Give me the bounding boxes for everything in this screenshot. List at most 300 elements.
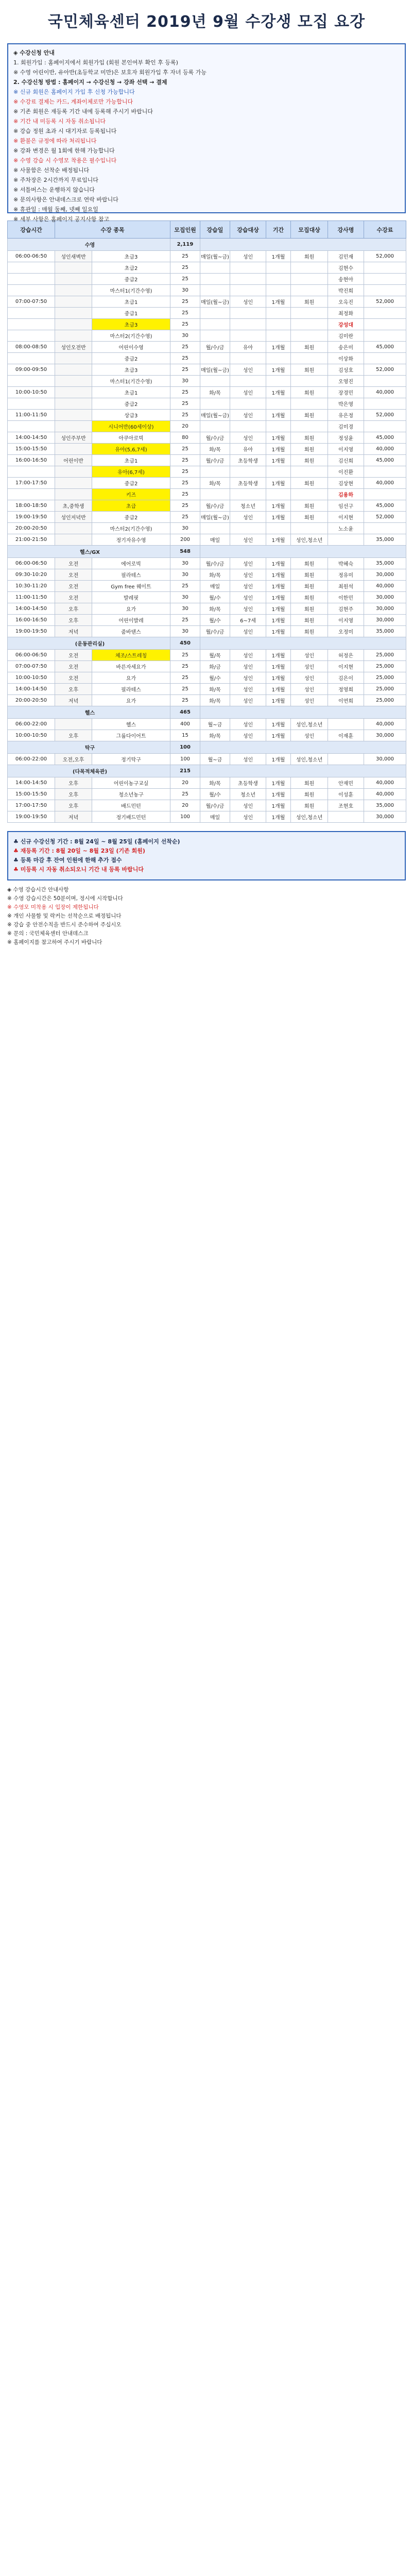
cell-teacher: 이상화 [328, 353, 364, 364]
cell-time: 15:00-15:50 [8, 789, 55, 800]
cell-type [55, 330, 92, 342]
guide-line: ※ 강습 정원 초과 시 대기자로 등록됩니다 [13, 128, 117, 134]
cell-time: 10:30-11:20 [8, 581, 55, 592]
cell-target [230, 285, 266, 296]
table-row [8, 421, 406, 432]
cell-period [266, 274, 291, 285]
cell-time: 16:00-16:50 [8, 615, 55, 626]
table-row [8, 455, 406, 466]
cell-days: 월/수 [200, 672, 230, 684]
section-total: 2,119 [170, 239, 200, 251]
cell-period [266, 353, 291, 364]
cell-type [55, 398, 92, 410]
table-row [8, 534, 406, 546]
cell-days: 매일 [200, 811, 230, 823]
table-row [8, 364, 406, 376]
cell-period: 1개월 [266, 672, 291, 684]
section-total: 465 [170, 706, 200, 719]
cell-who: 회원 [291, 296, 328, 308]
cell-fee [364, 285, 406, 296]
cell-period: 1개월 [266, 661, 291, 672]
cell-who [291, 421, 328, 432]
cell-time: 17:00-17:50 [8, 800, 55, 811]
cell-period: 1개월 [266, 387, 291, 398]
cell-fee [364, 330, 406, 342]
cell-who: 회원 [291, 800, 328, 811]
cell-days [200, 421, 230, 432]
table-row [8, 800, 406, 811]
cell-course: 요가 [92, 603, 170, 615]
note-line: ♣ 미등록 시 자동 취소되오니 기간 내 등록 바랍니다 [13, 866, 144, 873]
cell-target: 성인 [230, 592, 266, 603]
cell-cap: 30 [170, 592, 200, 603]
cell-cap: 30 [170, 626, 200, 637]
cell-period: 1개월 [266, 626, 291, 637]
cell-time [8, 398, 55, 410]
cell-time: 06:00-06:50 [8, 558, 55, 569]
table-row [8, 581, 406, 592]
cell-course: 정기배드민턴 [92, 811, 170, 823]
cell-type [55, 364, 92, 376]
cell-period [266, 376, 291, 387]
cell-course: 초급1 [92, 387, 170, 398]
cell-fee: 30,000 [364, 592, 406, 603]
cell-who: 성인,청소년 [291, 754, 328, 765]
cell-who: 회원 [291, 432, 328, 444]
cell-course: 초급3 [92, 251, 170, 262]
cell-course: 중급2 [92, 274, 170, 285]
schedule-body [8, 239, 406, 823]
cell-course: 배드민턴 [92, 800, 170, 811]
cell-course: 마스터2(기간수영) [92, 330, 170, 342]
cell-fee: 40,000 [364, 581, 406, 592]
cell-teacher: 노소윤 [328, 523, 364, 534]
cell-cap: 30 [170, 285, 200, 296]
cell-teacher: 김상현 [328, 478, 364, 489]
cell-teacher: 이한민 [328, 592, 364, 603]
cell-who [291, 353, 328, 364]
cell-target: 성인 [230, 534, 266, 546]
cell-who: 회원 [291, 444, 328, 455]
cell-who [291, 376, 328, 387]
cell-course: 시니어반(60세이상) [92, 421, 170, 432]
footer-line: ※ 수영모 미착용 시 입장이 제한됩니다 [7, 904, 99, 910]
cell-fee [364, 274, 406, 285]
cell-cap: 25 [170, 455, 200, 466]
cell-target: 성인 [230, 811, 266, 823]
cell-teacher: 안재민 [328, 777, 364, 789]
table-row [8, 558, 406, 569]
section-spacer [200, 706, 406, 719]
section-row [8, 637, 406, 650]
cell-type: 오전 [55, 672, 92, 684]
cell-period: 1개월 [266, 695, 291, 706]
cell-cap: 25 [170, 581, 200, 592]
cell-time: 14:00-14:50 [8, 777, 55, 789]
cell-time [8, 330, 55, 342]
cell-who [291, 466, 328, 478]
cell-time: 19:00-19:50 [8, 626, 55, 637]
cell-type [55, 523, 92, 534]
cell-teacher: 이지현 [328, 661, 364, 672]
cell-target [230, 466, 266, 478]
cell-who [291, 308, 328, 319]
cell-target: 성인 [230, 569, 266, 581]
footer-line: ※ 문의 : 국민체육센터 안내데스크 [7, 930, 89, 937]
cell-teacher: 최정화 [328, 308, 364, 319]
cell-fee: 35,000 [364, 626, 406, 637]
cell-type: 어린이반 [55, 455, 92, 466]
page-title: 국민체육센터 2019년 9월 수강생 모집 요강 [47, 13, 366, 31]
cell-cap: 20 [170, 777, 200, 789]
cell-fee: 30,000 [364, 730, 406, 741]
cell-period [266, 330, 291, 342]
cell-course: 아쿠아로빅 [92, 432, 170, 444]
cell-teacher: 김용하 [328, 489, 364, 500]
cell-time: 09:30-10:20 [8, 569, 55, 581]
section-spacer [200, 546, 406, 558]
cell-course: 마스터2(기간수영) [92, 523, 170, 534]
cell-cap: 30 [170, 376, 200, 387]
cell-teacher: 김민재 [328, 251, 364, 262]
cell-course: 체조/스트레칭 [92, 650, 170, 661]
cell-period: 1개월 [266, 569, 291, 581]
cell-period: 1개월 [266, 754, 291, 765]
cell-cap: 25 [170, 500, 200, 512]
cell-target: 초등학생 [230, 455, 266, 466]
cell-type: 오전 [55, 650, 92, 661]
cell-who [291, 523, 328, 534]
cell-type: 성인저녁반 [55, 512, 92, 523]
section-spacer [200, 741, 406, 754]
table-row [8, 353, 406, 364]
cell-target: 성인 [230, 364, 266, 376]
cell-target: 성인 [230, 432, 266, 444]
cell-target [230, 319, 266, 330]
table-row [8, 672, 406, 684]
cell-target: 유아 [230, 342, 266, 353]
cell-who: 회원 [291, 581, 328, 592]
cell-days: 월/수/금 [200, 500, 230, 512]
cell-time: 21:00-21:50 [8, 534, 55, 546]
cell-who [291, 274, 328, 285]
cell-who: 회원 [291, 364, 328, 376]
cell-days [200, 262, 230, 274]
cell-days: 화/목 [200, 777, 230, 789]
cell-who [291, 489, 328, 500]
cell-days [200, 376, 230, 387]
table-row [8, 251, 406, 262]
cell-target: 유아 [230, 444, 266, 455]
cell-fee: 35,000 [364, 534, 406, 546]
cell-period [266, 319, 291, 330]
guide-line: ※ 기간 내 미등록 시 자동 취소됩니다 [13, 118, 106, 125]
cell-days: 매일(월~금) [200, 364, 230, 376]
cell-target: 성인 [230, 387, 266, 398]
section-label: (운동관리실) [8, 637, 170, 650]
table-row [8, 387, 406, 398]
cell-type: 오전 [55, 569, 92, 581]
cell-time [8, 489, 55, 500]
cell-cap: 15 [170, 730, 200, 741]
cell-teacher [328, 534, 364, 546]
cell-fee: 25,000 [364, 695, 406, 706]
cell-course: 정기탁구 [92, 754, 170, 765]
section-spacer [200, 239, 406, 251]
cell-time: 15:00-15:50 [8, 444, 55, 455]
header-cell: 모집인원 [170, 221, 200, 239]
cell-teacher: 오옥진 [328, 296, 364, 308]
cell-cap: 25 [170, 410, 200, 421]
cell-who: 회원 [291, 500, 328, 512]
cell-cap: 30 [170, 569, 200, 581]
cell-fee [364, 421, 406, 432]
table-row [8, 432, 406, 444]
cell-days [200, 523, 230, 534]
table-row [8, 489, 406, 500]
cell-time [8, 466, 55, 478]
cell-target: 성인 [230, 581, 266, 592]
section-label: 탁구 [8, 741, 170, 754]
cell-period [266, 421, 291, 432]
cell-course: 그룹다이어트 [92, 730, 170, 741]
cell-period [266, 523, 291, 534]
cell-period: 1개월 [266, 603, 291, 615]
table-row [8, 777, 406, 789]
cell-cap: 25 [170, 684, 200, 695]
section-row [8, 741, 406, 754]
cell-time: 07:00-07:50 [8, 661, 55, 672]
cell-cap: 25 [170, 319, 200, 330]
cell-course: 마스터1(기간수영) [92, 285, 170, 296]
guide-line: 1. 회원가입 : 홈페이지에서 회원가입 (회원 본인여부 확인 후 등록) [13, 59, 178, 66]
cell-type: 성인새벽반 [55, 251, 92, 262]
cell-fee [364, 523, 406, 534]
guide-line: ※ 강좌 변경은 월 1회에 한해 가능합니다 [13, 147, 115, 154]
cell-fee [364, 466, 406, 478]
cell-days [200, 274, 230, 285]
cell-time [8, 262, 55, 274]
cell-who: 회원 [291, 615, 328, 626]
cell-days: 월/수/금 [200, 342, 230, 353]
table-row [8, 500, 406, 512]
cell-course: 요가 [92, 672, 170, 684]
cell-type: 성인주부반 [55, 432, 92, 444]
cell-target [230, 353, 266, 364]
header-cell: 강습대상 [230, 221, 266, 239]
header-cell: 수강료 [364, 221, 406, 239]
cell-time: 11:00-11:50 [8, 410, 55, 421]
notes-box [7, 831, 406, 880]
cell-time: 10:00-10:50 [8, 730, 55, 741]
cell-time [8, 353, 55, 364]
table-row [8, 262, 406, 274]
cell-cap: 25 [170, 274, 200, 285]
table-row [8, 285, 406, 296]
cell-cap: 25 [170, 308, 200, 319]
guide-line: ※ 수강료 결제는 카드, 계좌이체로만 가능합니다 [13, 98, 133, 105]
cell-who: 성인 [291, 730, 328, 741]
cell-teacher: 강성대 [328, 319, 364, 330]
cell-who: 성인 [291, 684, 328, 695]
cell-target: 성인 [230, 672, 266, 684]
cell-period: 1개월 [266, 650, 291, 661]
cell-fee: 25,000 [364, 672, 406, 684]
cell-target: 초등학생 [230, 777, 266, 789]
header-cell: 강습일 [200, 221, 230, 239]
cell-who: 성인 [291, 672, 328, 684]
cell-cap: 80 [170, 432, 200, 444]
cell-target: 청소년 [230, 500, 266, 512]
cell-cap: 25 [170, 695, 200, 706]
table-row [8, 410, 406, 421]
cell-cap: 200 [170, 534, 200, 546]
header-cell: 수강 종목 [55, 221, 170, 239]
cell-type: 오후 [55, 615, 92, 626]
cell-days: 화/목 [200, 603, 230, 615]
cell-days: 매일(월~금) [200, 512, 230, 523]
cell-fee: 45,000 [364, 432, 406, 444]
note-line: ♣ 신규 수강신청 기간 : 8월 24일 ~ 8월 25일 (홈페이지 선착순) [13, 838, 180, 845]
cell-days [200, 308, 230, 319]
footer-line: ※ 수영 강습시간은 50분이며, 정시에 시작합니다 [7, 895, 123, 902]
cell-who: 회원 [291, 455, 328, 466]
cell-time: 06:00-06:50 [8, 251, 55, 262]
cell-days [200, 285, 230, 296]
cell-days [200, 398, 230, 410]
cell-teacher: 박혜숙 [328, 558, 364, 569]
cell-fee: 30,000 [364, 615, 406, 626]
cell-course: 초급3 [92, 319, 170, 330]
cell-cap: 30 [170, 558, 200, 569]
cell-target [230, 308, 266, 319]
cell-who [291, 285, 328, 296]
cell-fee: 45,000 [364, 500, 406, 512]
cell-fee: 40,000 [364, 478, 406, 489]
cell-teacher: 김미경 [328, 421, 364, 432]
header-cell: 강습시간 [8, 221, 55, 239]
table-row [8, 274, 406, 285]
cell-teacher: 정성윤 [328, 432, 364, 444]
guide-line: 2. 수강신청 방법 : 홈페이지 → 수강신청 → 강좌 선택 → 결제 [13, 79, 167, 86]
cell-who: 회원 [291, 478, 328, 489]
cell-course: 요가 [92, 695, 170, 706]
cell-cap: 25 [170, 466, 200, 478]
cell-type [55, 478, 92, 489]
cell-cap: 25 [170, 353, 200, 364]
table-row [8, 754, 406, 765]
cell-period: 1개월 [266, 684, 291, 695]
cell-who: 성인,청소년 [291, 534, 328, 546]
cell-who: 회원 [291, 592, 328, 603]
cell-time: 14:00-14:50 [8, 603, 55, 615]
section-total: 450 [170, 637, 200, 650]
cell-time [8, 421, 55, 432]
cell-target: 성인 [230, 512, 266, 523]
cell-teacher: 김현수 [328, 262, 364, 274]
cell-teacher: 장경민 [328, 387, 364, 398]
cell-period [266, 285, 291, 296]
cell-target [230, 262, 266, 274]
cell-time: 19:00-19:50 [8, 512, 55, 523]
cell-course: 중급2 [92, 512, 170, 523]
cell-type: 오후 [55, 684, 92, 695]
section-row [8, 706, 406, 719]
cell-cap: 30 [170, 330, 200, 342]
cell-time [8, 319, 55, 330]
cell-days: 월/수/금 [200, 558, 230, 569]
cell-type: 오전 [55, 592, 92, 603]
cell-fee: 52,000 [364, 251, 406, 262]
section-row [8, 239, 406, 251]
cell-period: 1개월 [266, 296, 291, 308]
cell-days: 화/목 [200, 730, 230, 741]
cell-period: 1개월 [266, 719, 291, 730]
cell-period: 1개월 [266, 432, 291, 444]
cell-teacher: 김신희 [328, 455, 364, 466]
cell-period: 1개월 [266, 789, 291, 800]
cell-fee: 30,000 [364, 811, 406, 823]
guide-line: ※ 세부 사항은 홈페이지 공지사항 참고 [13, 216, 110, 223]
cell-period: 1개월 [266, 811, 291, 823]
cell-period [266, 308, 291, 319]
cell-days [200, 489, 230, 500]
cell-fee: 52,000 [364, 410, 406, 421]
cell-fee: 30,000 [364, 569, 406, 581]
table-row [8, 730, 406, 741]
guide-line: ※ 환불은 규정에 따라 처리됩니다 [13, 138, 97, 144]
cell-type: 오전,오후 [55, 754, 92, 765]
guide-line: ※ 수영 어린이반, 유아반(초등학교 미만)은 보호자 회원가입 후 자녀 등록 가능 [13, 69, 207, 76]
cell-time: 20:00-20:50 [8, 695, 55, 706]
cell-course: 중급1 [92, 308, 170, 319]
cell-period: 1개월 [266, 800, 291, 811]
cell-teacher: 유은정 [328, 410, 364, 421]
cell-fee [364, 319, 406, 330]
cell-cap: 25 [170, 650, 200, 661]
cell-target: 성인 [230, 684, 266, 695]
cell-time [8, 274, 55, 285]
cell-target [230, 274, 266, 285]
cell-target: 성인 [230, 626, 266, 637]
cell-days: 매일(월~금) [200, 296, 230, 308]
cell-target: 성인 [230, 661, 266, 672]
cell-type [55, 274, 92, 285]
cell-course: Gym free 웨이트 [92, 581, 170, 592]
cell-target: 성인 [230, 603, 266, 615]
cell-fee: 35,000 [364, 800, 406, 811]
guide-line: ※ 문의사항은 안내데스크로 연락 바랍니다 [13, 196, 118, 203]
cell-time: 14:00-14:50 [8, 684, 55, 695]
table-row [8, 695, 406, 706]
cell-cap: 25 [170, 398, 200, 410]
cell-period: 1개월 [266, 512, 291, 523]
cell-target [230, 421, 266, 432]
cell-teacher: 조현호 [328, 800, 364, 811]
cell-days: 매일 [200, 534, 230, 546]
cell-period: 1개월 [266, 455, 291, 466]
cell-target: 청소년 [230, 789, 266, 800]
guide-line: ※ 휴관일 : 매월 둘째, 넷째 일요일 [13, 206, 98, 213]
cell-fee [364, 262, 406, 274]
table-row [8, 569, 406, 581]
cell-period: 1개월 [266, 251, 291, 262]
cell-who: 회원 [291, 558, 328, 569]
cell-period: 1개월 [266, 500, 291, 512]
cell-fee: 25,000 [364, 650, 406, 661]
cell-days: 월/수/금 [200, 432, 230, 444]
cell-days: 화/금 [200, 661, 230, 672]
